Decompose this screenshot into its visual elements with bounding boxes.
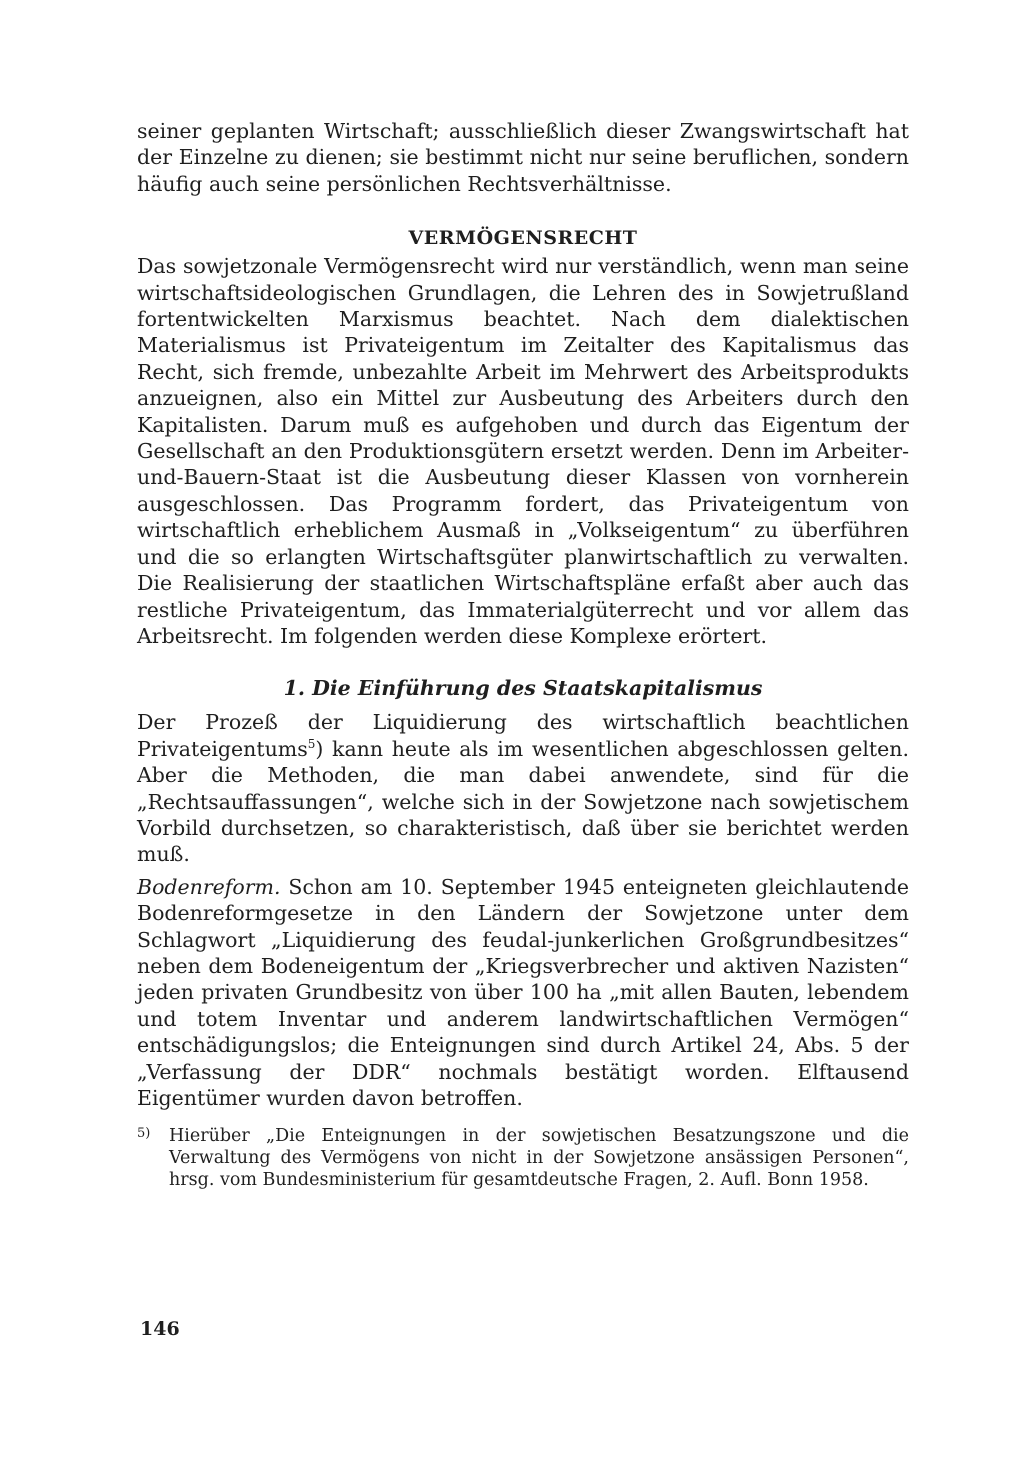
paragraph-text-before-note: Der Prozeß der Liquidierung des wirtschaftlich beachtlichen Privateigentums <box>137 710 909 761</box>
page-number: 146 <box>140 1318 180 1340</box>
paragraph-bodenreform-text: Schon am 10. September 1945 enteigneten gleichlautende Bodenreformgesetze in den Ländern der Sowjetzone unter dem Schlagwort „Liquidierung des feudal-junkerlichen Großgrundbesitzes“ neben dem Bodeneigentum der „Kriegsverbrecher und aktiven Nazisten“ jeden privaten Grundbesitz von über 100 ha „mit allen Bauten, lebendem und totem Inventar und anderem landwirtschaftlichen Vermögen“ entschädigungslos; die Enteignungen sind durch Artikel 24, Abs. 5 der „Verfassung der DDR“ nochmals bestätigt worden. Elftausend Eigentümer wurden davon betroffen. <box>137 874 909 1110</box>
paragraph-bodenreform <box>137 874 909 1112</box>
paragraph-text-after-note: ) kann heute als im wesentlichen abgeschlossen gelten. Aber die Methoden, die man dabei anwendete, sind für die „Rechtsauffassungen“, welche sich in der Sowjetzone nach sowjetischem Vorbild durchsetzen, so charakteristisch, daß über sie berichtet werden muß. <box>137 736 909 867</box>
run-in-heading: Bodenreform. <box>137 874 281 899</box>
footnote <box>137 1125 909 1191</box>
footnote-reference[interactable]: 5 <box>307 736 316 751</box>
page-content <box>137 118 909 1191</box>
footnote-text: Hierüber „Die Enteignungen in der sowjetischen Besatzungszone und die Verwaltung des Vermögens von nicht in der Sowjetzone ansässigen Personen“, hrsg. vom Bundesministerium für gesamtdeutsche Fragen, 2. Aufl. Bonn 1958. <box>169 1126 909 1191</box>
paragraph-vermoegensrecht: Das sowjetzonale Vermögensrecht wird nur verständlich, wenn man seine wirtschaftsideologischen Grundlagen, die Lehren des in Sowjetrußland fortentwickelten Marxismus beachtet. Nach dem dialektischen Materialismus ist Privateigentum im Zeitalter des Kapitalismus das Recht, sich fremde, unbezahlte Arbeit im Mehrwert des Arbeitsprodukts anzueignen, also ein Mittel zur Ausbeutung des Arbeiters durch den Kapitalisten. Darum muß es aufgehoben und durch das Eigentum der Gesellschaft an den Produktionsgütern ersetzt werden. Denn im Arbeiter-und-Bauern-Staat ist die Ausbeutung dieser Klassen von vornherein ausgeschlossen. Das Programm fordert, das Privateigentum von wirtschaftlich erheblichem Ausmaß in „Volkseigentum“ zu überführen und die so erlangten Wirtschaftsgüter planwirtschaftlich zu verwalten. Die Realisierung der staatlichen Wirtschaftspläne erfaßt aber auch das restliche Privateigentum, das Immaterialgüterrecht und vor allem das Arbeitsrecht. Im folgenden werden diese Komplexe erörtert. <box>137 254 909 648</box>
section-heading: VERMÖGENSRECHT <box>408 227 638 250</box>
subsection-heading: 1. Die Einführung des Staatskapitalismus <box>283 676 763 701</box>
paragraph-liquidierung <box>137 709 909 867</box>
footnote-marker: 5) <box>137 1126 151 1142</box>
paragraph-intro: seiner geplanten Wirtschaft; ausschließlich dieser Zwangswirtschaft hat der Einzelne zu dienen; sie bestimmt nicht nur seine beruflichen, sondern häufig auch seine persönlichen Rechtsverhältnisse. <box>137 119 909 196</box>
